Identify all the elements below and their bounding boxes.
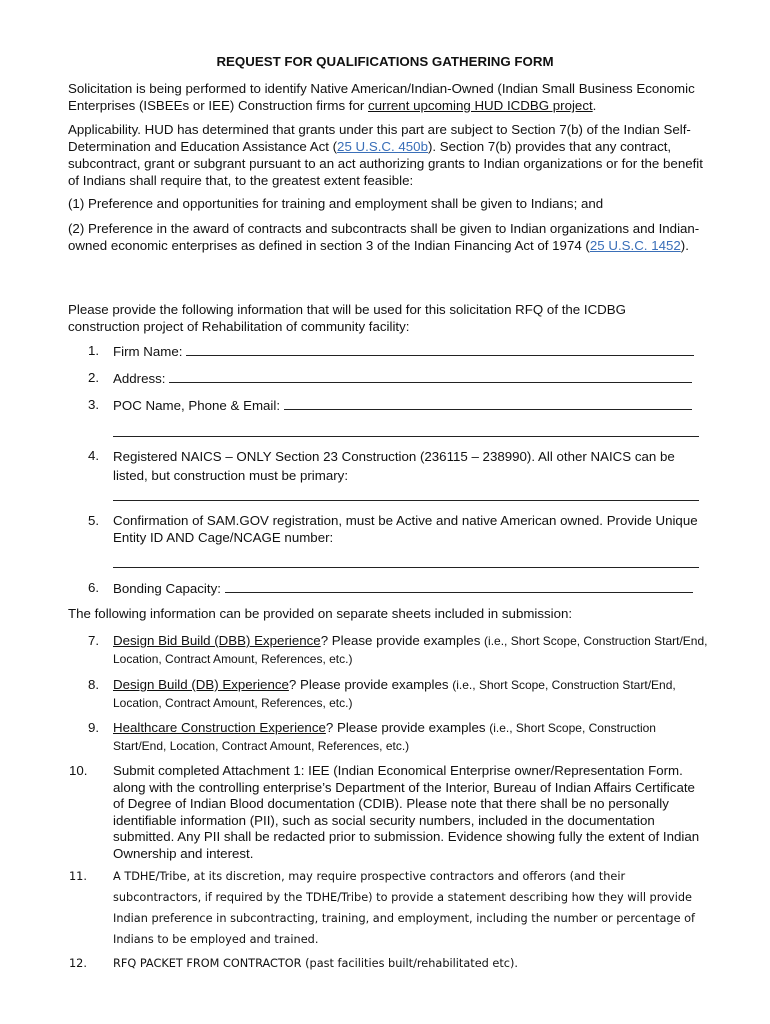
list-item-rfq-packet bbox=[69, 953, 708, 974]
tdhe-text: A TDHE/Tribe, at its discretion, may require prospective contractors and offerors (and their subcontractors, if required by the TDHE/Tribe) to provide a statement describing how they will provide Indian preference in subcontracting, training, and employment, including the number or percentage of Indians to be employed and trained. bbox=[113, 870, 696, 946]
poc-field-line-2[interactable] bbox=[113, 436, 699, 437]
usc-1452-link[interactable]: 25 U.S.C. 1452 bbox=[589, 238, 681, 253]
attachment-text: Submit completed Attachment 1: IEE (Indian Economical Enterprise owner/Representation Form. along with the controlling enterprise’s Department of the Interior, Bureau of Indian Affairs Certificate of Degree of Indian Blood documentation (CDIB). Please note that there shall be no personally identifiable information (PII), such as social security numbers, included in the documentation submitted. Any PII shall be redacted prior to submission. Evidence showing fully the extent of Indian Ownership and interest. bbox=[113, 763, 700, 861]
item-number: 10. bbox=[69, 763, 88, 778]
item-number: 6. bbox=[88, 580, 100, 595]
firm-name-label: Firm Name: bbox=[113, 344, 183, 359]
poc-field[interactable] bbox=[284, 396, 692, 410]
healthcare-heading: Healthcare Construction Experience bbox=[113, 720, 326, 735]
item-number: 8. bbox=[88, 677, 100, 692]
provide-info-paragraph: Please provide the following information that will be used for this solicitation RFQ of the ICDBG construction project of Rehabilitation of community facility: bbox=[68, 302, 626, 334]
naics-field[interactable] bbox=[113, 500, 699, 501]
intro-text: Solicitation is being performed to identify Native American/Indian-Owned (Indian Small Business Economic Enterprises (ISBEEs or IEE) Construction firms for bbox=[68, 81, 695, 113]
item-number: 7. bbox=[88, 633, 100, 648]
healthcare-question: ? Please provide examples bbox=[325, 720, 490, 735]
list-item-poc bbox=[88, 396, 708, 414]
address-field[interactable] bbox=[169, 369, 692, 383]
healthcare-detail: (i.e., Short Scope, Construction Start/End, Location, Contract Amount, References, etc.) bbox=[113, 721, 656, 753]
list-item-db bbox=[88, 676, 708, 712]
intro-end: . bbox=[592, 98, 597, 113]
applicability-text-2: ). Section 7(b) provides that any contract, subcontract, grant or subgrant pursuant to an act authorizing grants to Indian organizations or for the benefit of Indians shall require that, to the greatest extent feasible: bbox=[68, 139, 703, 188]
sam-gov-label: Confirmation of SAM.GOV registration, must be Active and native American owned. Provide Unique Entity ID AND Cage/NCAGE number: bbox=[113, 513, 698, 545]
applicability-text-1: Applicability. HUD has determined that grants under this part are subject to Section 7(b) of the Indian Self-Determination and Education Assistance Act ( bbox=[68, 122, 691, 154]
applicability-paragraph bbox=[68, 121, 704, 189]
bonding-field[interactable] bbox=[225, 579, 693, 593]
item-number: 3. bbox=[88, 397, 100, 412]
item-number: 5. bbox=[88, 513, 100, 528]
list-item-firm-name bbox=[88, 342, 708, 360]
list-item-attachment bbox=[69, 763, 702, 862]
intro-underlined: current upcoming HUD ICDBG project bbox=[368, 98, 593, 113]
item-number: 9. bbox=[88, 720, 100, 735]
item-number: 2. bbox=[88, 370, 100, 385]
sam-gov-field[interactable] bbox=[113, 567, 699, 568]
list-item-sam-gov bbox=[88, 512, 708, 546]
db-detail: (i.e., Short Scope, Construction Start/End, Location, Contract Amount, References, etc.) bbox=[113, 678, 676, 710]
list-item-healthcare bbox=[88, 719, 708, 755]
item-number: 12. bbox=[69, 957, 87, 970]
pref2-text-1: (2) Preference in the award of contracts and subcontracts shall be given to Indian organizations and Indian-owned economic enterprises as defined in section 3 of the Indian Financing Act of 1974 ( bbox=[68, 221, 700, 253]
item-number: 11. bbox=[69, 870, 87, 883]
separate-sheets-note: The following information can be provided on separate sheets included in submission: bbox=[68, 606, 573, 621]
list-item-address bbox=[88, 369, 708, 387]
item-number: 1. bbox=[88, 343, 100, 358]
list-item-dbb bbox=[88, 632, 708, 668]
dbb-heading: Design Bid Build (DBB) Experience bbox=[113, 633, 321, 648]
preference-2 bbox=[68, 220, 704, 254]
item-number: 4. bbox=[88, 448, 100, 463]
preference-1: (1) Preference and opportunities for training and employment shall be given to Indians; and bbox=[68, 196, 604, 211]
db-question: ? Please provide examples bbox=[288, 677, 453, 692]
form-title: REQUEST FOR QUALIFICATIONS GATHERING FORM bbox=[216, 54, 554, 69]
naics-label: Registered NAICS – ONLY Section 23 Construction (236115 – 238990). All other NAICS can be listed, but construction must be primary: bbox=[113, 449, 675, 483]
address-label: Address: bbox=[113, 371, 166, 386]
db-heading: Design Build (DB) Experience bbox=[113, 677, 289, 692]
pref2-text-2: ). bbox=[680, 238, 689, 253]
intro-paragraph bbox=[68, 80, 708, 114]
list-item-tdhe bbox=[69, 866, 702, 950]
dbb-question: ? Please provide examples bbox=[320, 633, 485, 648]
usc-450b-link[interactable]: 25 U.S.C. 450b bbox=[337, 139, 428, 154]
bonding-label: Bonding Capacity: bbox=[113, 581, 221, 596]
poc-label: POC Name, Phone & Email: bbox=[113, 398, 281, 413]
dbb-detail: (i.e., Short Scope, Construction Start/End, Location, Contract Amount, References, etc.) bbox=[113, 634, 708, 666]
rfq-packet-text: RFQ PACKET FROM CONTRACTOR (past facilities built/rehabilitated etc). bbox=[113, 957, 518, 970]
firm-name-field[interactable] bbox=[186, 342, 694, 356]
list-item-bonding bbox=[88, 579, 708, 597]
list-item-naics bbox=[88, 447, 708, 485]
